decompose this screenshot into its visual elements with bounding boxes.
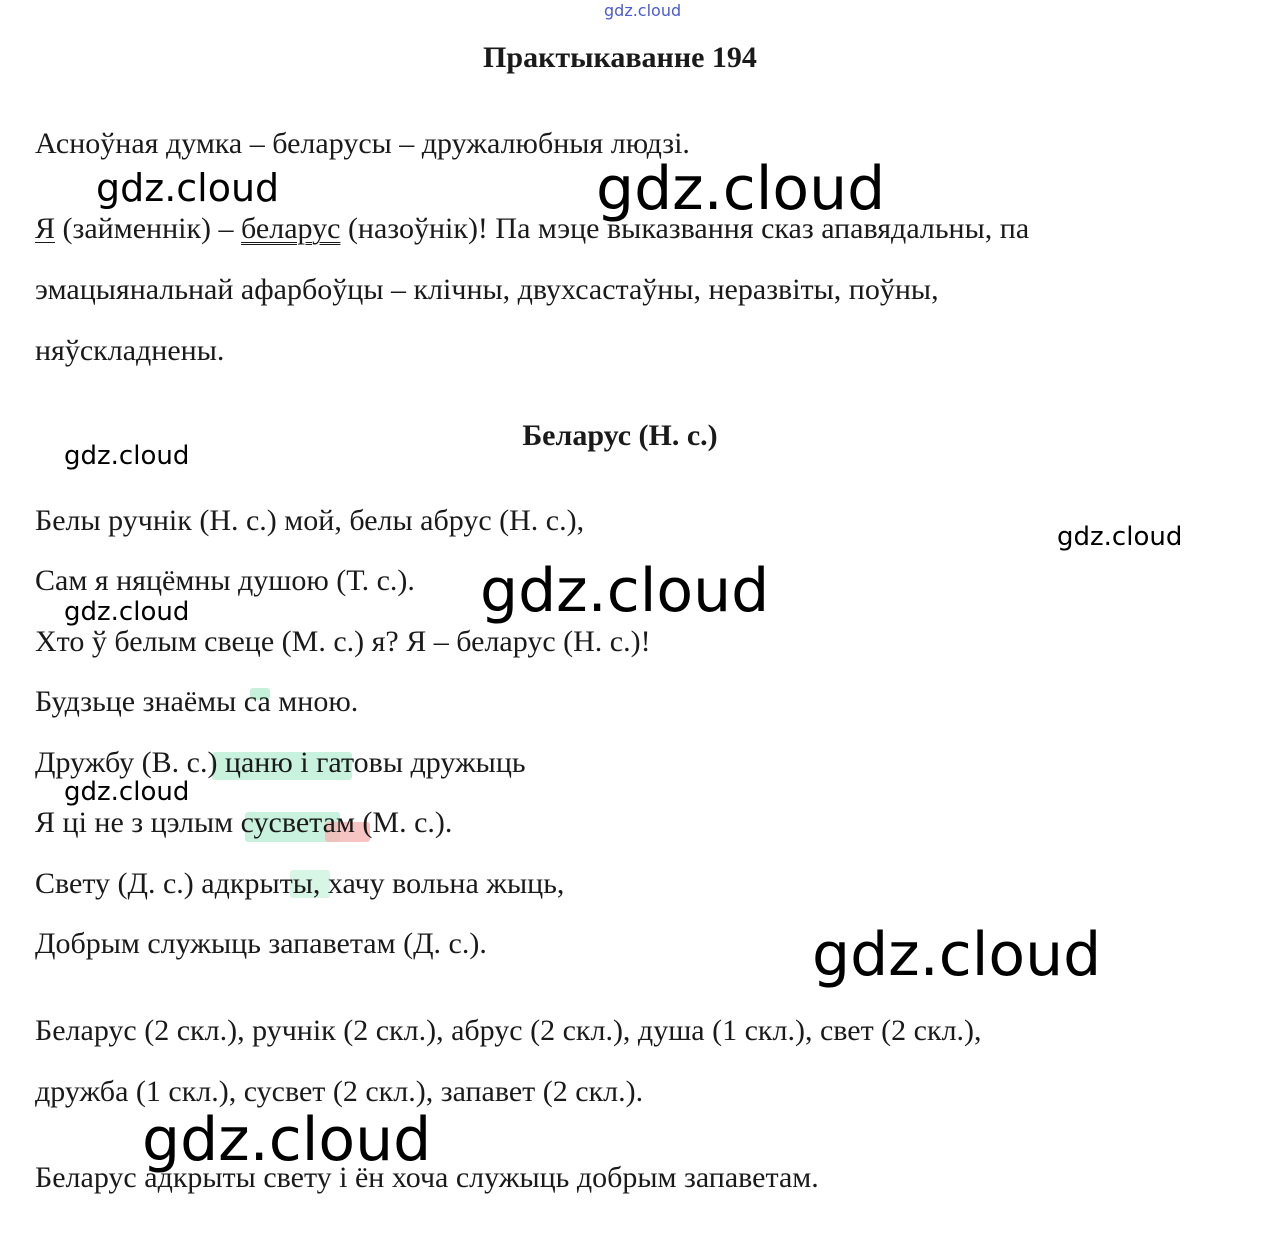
poem-line: Дружбу (В. с.) цаню і гатовы дружыць [35, 746, 526, 779]
predicate-word: беларус [241, 212, 341, 245]
watermark: gdz.cloud [96, 166, 280, 210]
intro-analysis-line-3: няўскладнены. [35, 334, 225, 367]
subject-word: Я [35, 212, 56, 245]
poem-title: Беларус (Н. с.) [522, 419, 718, 452]
declension-line: Беларус (2 скл.), ручнік (2 скл.), абрус (2 скл.), душа (1 скл.), свет (2 скл.), [35, 1014, 982, 1047]
intro-analysis-line-2: эмацыянальнай афарбоўцы – клічны, двухсастаўны, неразвіты, поўны, [35, 273, 939, 306]
watermark: gdz.cloud [480, 556, 770, 626]
poem-line: Добрым служыць запаветам (Д. с.). [35, 927, 487, 960]
watermark: gdz.cloud [142, 1105, 432, 1175]
watermark: gdz.cloud [64, 441, 190, 471]
watermark: gdz.cloud [1057, 522, 1183, 552]
poem-line: Свету (Д. с.) адкрыты, хачу вольна жыць, [35, 867, 565, 900]
poem-line: Белы ручнік (Н. с.) мой, белы абрус (Н. с.), [35, 504, 585, 537]
watermark: gdz.cloud [596, 154, 886, 224]
top-watermark: gdz.cloud [604, 1, 682, 20]
watermark: gdz.cloud [64, 777, 190, 807]
poem-line: Сам я няцёмны душою (Т. с.). [35, 564, 415, 597]
page-title: Практыкаванне 194 [483, 41, 757, 74]
conclusion: Беларус адкрыты свету і ён хоча служыць добрым запаветам. [35, 1161, 819, 1194]
poem-line: Я ці не з цэлым сусветам (М. с.). [35, 806, 453, 839]
intro-analysis-line: Я (займеннік) – беларус (назоўнік)! Па мэце выказвання сказ апавядальны, па [35, 212, 1030, 245]
poem-line: Будзьце знаёмы са мною. [35, 685, 359, 718]
watermark: gdz.cloud [812, 920, 1102, 990]
declension-line: дружба (1 скл.), сусвет (2 скл.), запавет (2 скл.). [35, 1075, 644, 1108]
poem-line: Хто ў белым свеце (М. с.) я? Я – беларус (Н. с.)! [35, 625, 651, 658]
intro-main-idea: Асноўная думка – беларусы – дружалюбныя людзі. [35, 127, 690, 160]
watermark: gdz.cloud [64, 597, 190, 627]
